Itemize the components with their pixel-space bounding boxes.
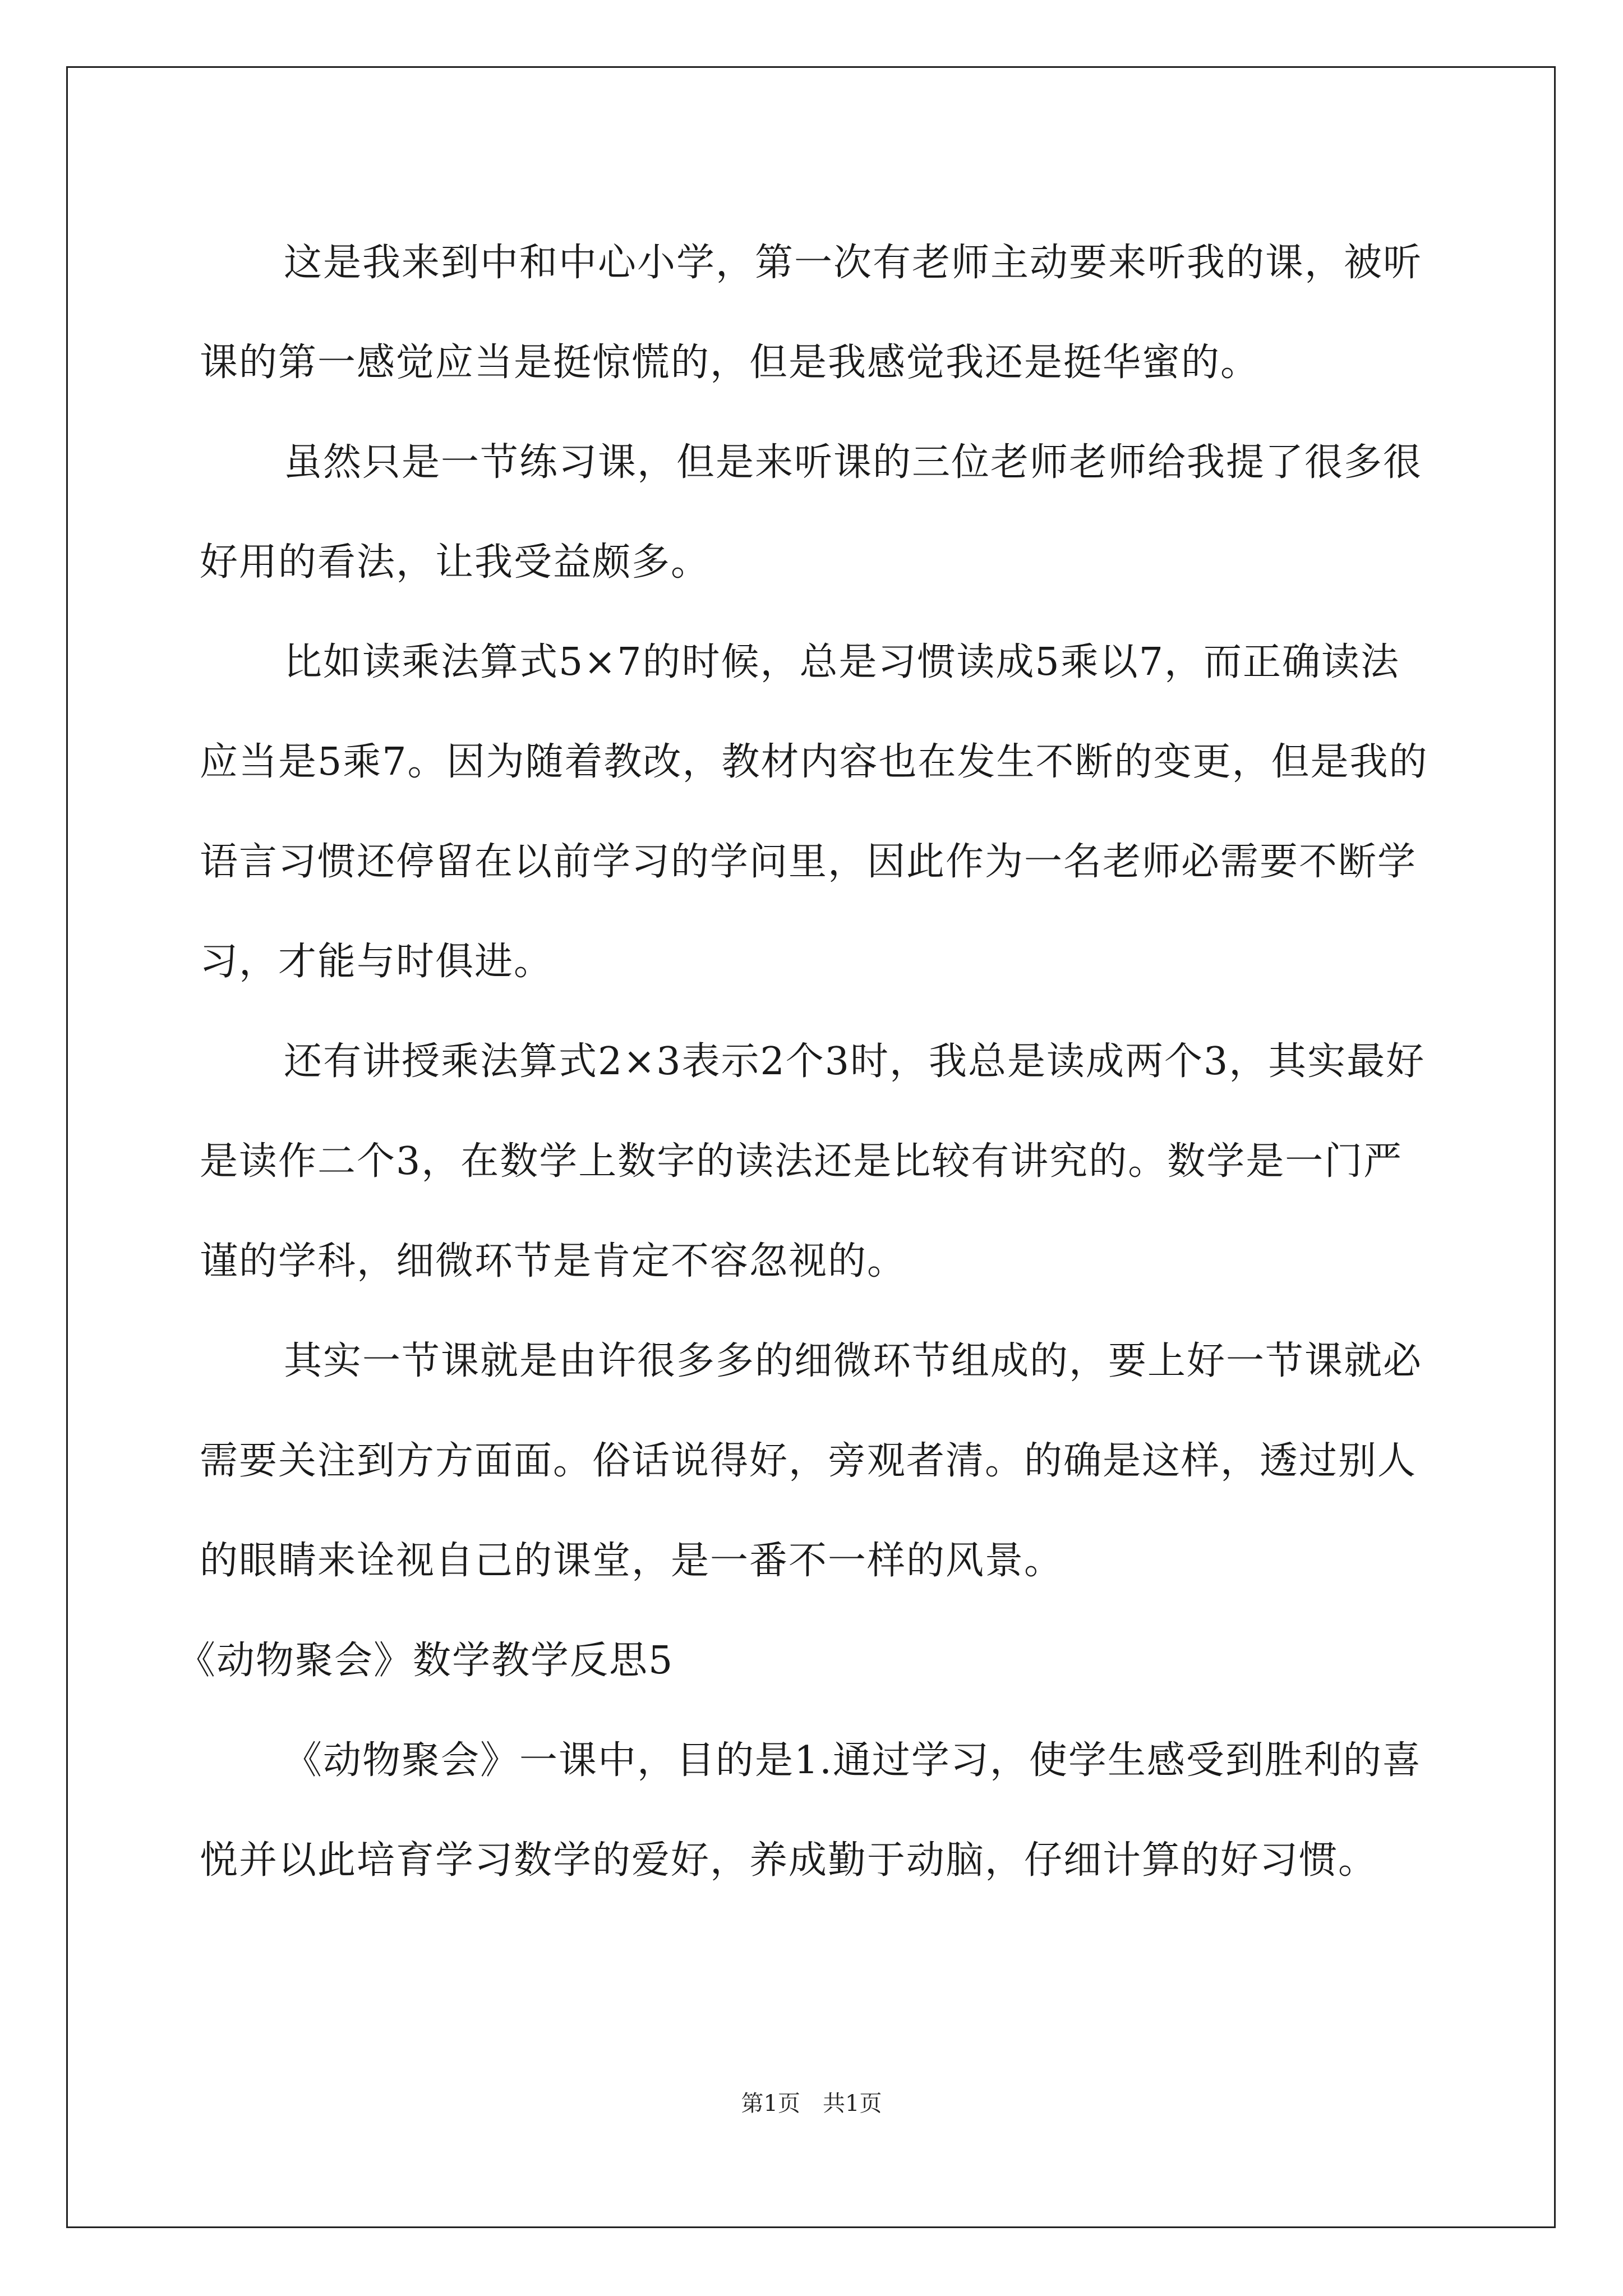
- document-body: [177, 213, 1433, 1911]
- page-footer: 第1页 共1页: [741, 2091, 882, 2116]
- paragraph-1: 这是我来到中和中心小学，第一次有老师主动要来听我的课，被听课的第一感觉应当是挺惊慌的，但是我感觉我还是挺华蜜的。: [200, 241, 1423, 385]
- section-paragraph: 《动物聚会》一课中，目的是1.通过学习，使学生感受到胜利的喜悦并以此培育学习数学的爱好，养成勤于动脑，仔细计算的好习惯。: [200, 1738, 1422, 1883]
- paragraph-5: 其实一节课就是由许很多多的细微环节组成的，要上好一节课就必需要关注到方方面面。俗话说得好，旁观者清。的确是这样，透过别人的眼睛来诠视自己的课堂，是一番不一样的风景。: [200, 1339, 1423, 1583]
- paragraph-3: 比如读乘法算式5×7的时候，总是习惯读成5乘以7，而正确读法应当是5乘7。因为随着教改，教材内容也在发生不断的变更，但是我的语言习惯还停留在以前学习的学问里，因此作为一名老师必需要不断学习，才能与时俱进。: [200, 640, 1428, 984]
- paragraph-4: 还有讲授乘法算式2×3表示2个3时，我总是读成两个3，其实最好是读作二个3，在数学上数字的读法还是比较有讲究的。数学是一门严谨的学科，细微环节是肯定不容忽视的。: [200, 1039, 1426, 1283]
- section-heading: 《动物聚会》数学教学反思5: [177, 1639, 674, 1683]
- paragraph-2: 虽然只是一节练习课，但是来听课的三位老师老师给我提了很多很好用的看法，让我受益颇多。: [200, 440, 1423, 585]
